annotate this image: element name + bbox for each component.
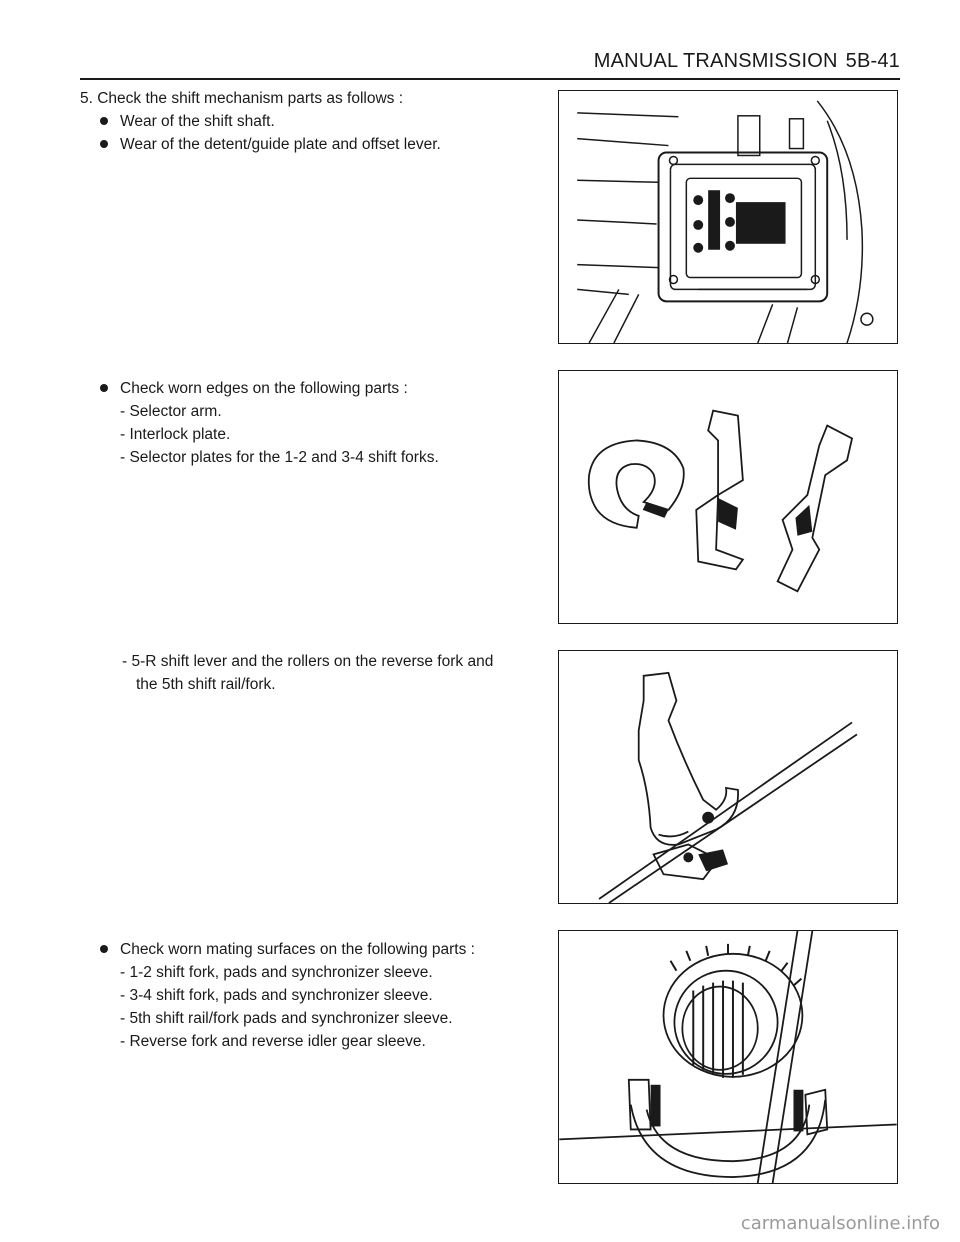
page-code: 5B-41 xyxy=(845,50,900,72)
list-item: Wear of the detent/guide plate and offset lever. xyxy=(80,133,441,156)
list-item: - Reverse fork and reverse idler gear sleeve. xyxy=(120,1033,426,1050)
list-item: - 5th shift rail/fork pads and synchronizer sleeve. xyxy=(120,1010,453,1027)
figure-shift-lever xyxy=(558,650,898,904)
step5-block xyxy=(80,87,441,156)
header-rule xyxy=(80,78,900,80)
list-item: - 1-2 shift fork, pads and synchronizer sleeve. xyxy=(120,964,433,981)
section-title: MANUAL TRANSMISSION xyxy=(593,50,838,72)
step5-intro: 5. Check the shift mechanism parts as follows : xyxy=(80,90,404,107)
figure-selector-parts xyxy=(558,370,898,624)
figure-synchronizer-fork xyxy=(558,930,898,1184)
bullet-icon xyxy=(100,140,108,148)
page-header xyxy=(594,50,900,73)
bullet-icon xyxy=(100,117,108,125)
list-item: - Interlock plate. xyxy=(120,426,231,443)
lever-block xyxy=(122,650,493,696)
list-item: Check worn mating surfaces on the following parts : xyxy=(100,938,475,961)
list-item: - 5-R shift lever and the rollers on the reverse fork and xyxy=(122,653,494,670)
list-item: the 5th shift rail/fork. xyxy=(136,676,276,693)
list-item: Wear of the shift shaft. xyxy=(80,110,441,133)
edges-block xyxy=(100,377,439,469)
bullet-icon xyxy=(100,384,108,392)
list-item: - 3-4 shift fork, pads and synchronizer sleeve. xyxy=(120,987,433,1004)
watermark: carmanualsonline.info xyxy=(740,1213,940,1234)
list-item: - Selector plates for the 1-2 and 3-4 shift forks. xyxy=(120,449,439,466)
list-item: Check worn edges on the following parts : xyxy=(100,377,439,400)
mating-block xyxy=(100,938,475,1053)
list-item: - Selector arm. xyxy=(120,403,222,420)
figure-shift-cover xyxy=(558,90,898,344)
bullet-icon xyxy=(100,945,108,953)
